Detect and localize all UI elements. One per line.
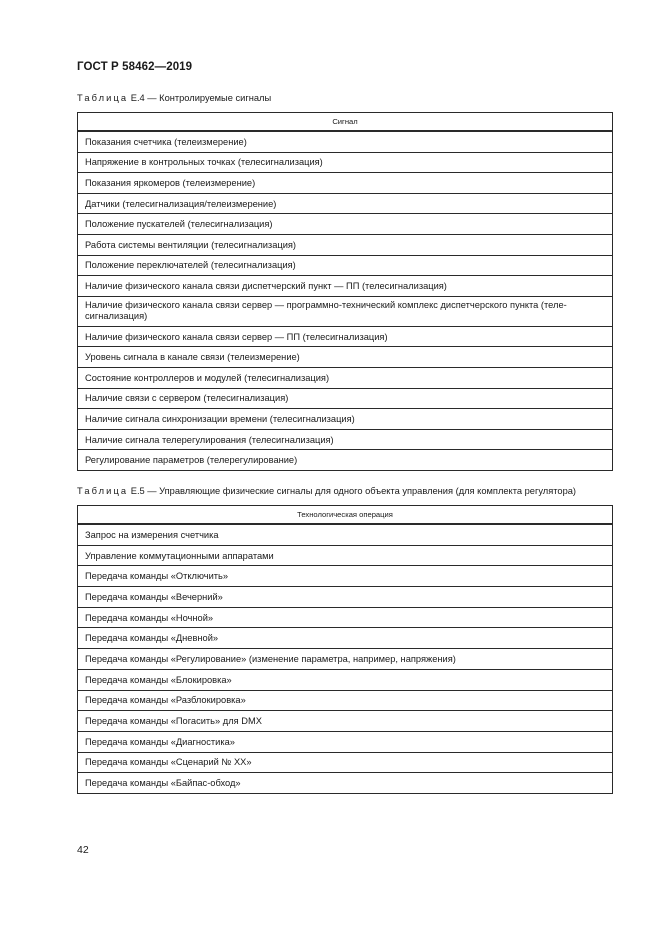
table-e4-row-cell: Напряжение в контрольных точках (телесигнализация) [78, 152, 613, 173]
table-e5-row [78, 731, 613, 752]
table-e5-column-header: Технологическая операция [78, 506, 613, 525]
table-e5-row-cell: Передача команды «Отключить» [78, 566, 613, 587]
table-e4-row-cell: Уровень сигнала в канале связи (телеизмерение) [78, 347, 613, 368]
table-e4-row [78, 347, 613, 368]
table-e5-row [78, 669, 613, 690]
table-e4-row-cell: Наличие физического канала связи диспетчерский пункт — ПП (телесигнализация) [78, 276, 613, 297]
table-e4-row [78, 276, 613, 297]
table-e4-row-cell: Показания счетчика (телеизмерение) [78, 131, 613, 152]
table-e5-row-cell: Запрос на измерения счетчика [78, 524, 613, 545]
table-e5-row [78, 773, 613, 794]
table-e4-row [78, 152, 613, 173]
table-e5-row [78, 545, 613, 566]
table-e4-caption-title: Е.4 — Контролируемые сигналы [128, 93, 272, 103]
table-e4-row-cell: Регулирование параметров (телерегулирование) [78, 450, 613, 471]
table-e5-row [78, 711, 613, 732]
table-e5-row [78, 607, 613, 628]
table-e4-row [78, 131, 613, 152]
table-e5-row [78, 752, 613, 773]
table-e5-row-cell: Передача команды «Разблокировка» [78, 690, 613, 711]
document-code: ГОСТ Р 58462—2019 [77, 61, 193, 73]
table-e5-row-cell: Передача команды «Погасить» для DMX [78, 711, 613, 732]
table-e5-row [78, 524, 613, 545]
table-e4-caption [77, 93, 271, 103]
table-e4-row-cell: Положение переключателей (телесигнализация) [78, 255, 613, 276]
table-e4-row [78, 450, 613, 471]
table-e4-row-cell: Состояние контроллеров и модулей (телесигнализация) [78, 367, 613, 388]
table-e5-row-cell: Передача команды «Регулирование» (изменение параметра, например, напряжения) [78, 649, 613, 670]
table-e4-row-cell: Наличие сигнала синхронизации времени (телесигнализация) [78, 409, 613, 430]
table-e5-caption [77, 486, 576, 496]
table-e5-row-cell: Передача команды «Блокировка» [78, 669, 613, 690]
table-e4-row [78, 214, 613, 235]
table-e5-row-cell: Управление коммутационными аппаратами [78, 545, 613, 566]
table-e4-row [78, 255, 613, 276]
table-e4-row [78, 234, 613, 255]
table-e4-column-header: Сигнал [78, 113, 613, 132]
table-e5-row-cell: Передача команды «Байпас-обход» [78, 773, 613, 794]
page-number: 42 [77, 844, 89, 856]
table-e4-row-cell: Работа системы вентиляции (телесигнализация) [78, 234, 613, 255]
table-e5-row [78, 587, 613, 608]
table-e5-row-cell: Передача команды «Ночной» [78, 607, 613, 628]
table-e4-row-cell: Наличие связи с сервером (телесигнализация) [78, 388, 613, 409]
table-e4-row-cell: Показания яркомеров (телеизмерение) [78, 173, 613, 194]
table-e5-row [78, 649, 613, 670]
table-e5-caption-label: Таблица [77, 486, 129, 496]
table-e4-row [78, 193, 613, 214]
table-e5-row [78, 690, 613, 711]
table-e4-row [78, 173, 613, 194]
table-e4-row [78, 388, 613, 409]
table-e4-row [78, 429, 613, 450]
table-e5-row-cell: Передача команды «Диагностика» [78, 731, 613, 752]
table-e4-row [78, 296, 613, 326]
table-e4-row [78, 409, 613, 430]
table-e4-caption-label: Таблица [77, 93, 129, 103]
table-e5-row-cell: Передача команды «Дневной» [78, 628, 613, 649]
table-e4-row-cell: Датчики (телесигнализация/телеизмерение) [78, 193, 613, 214]
table-e5-caption-title: Е.5 — Управляющие физические сигналы для одного объекта управления (для комплекта регулятора) [128, 486, 577, 496]
table-e4-row-cell: Положение пускателей (телесигнализация) [78, 214, 613, 235]
table-e4-monitored-signals [77, 112, 613, 471]
table-e5-control-signals [77, 505, 613, 794]
table-e4-row-cell: Наличие физического канала связи сервер — программно-технический комплекс диспетчерского пункта (теле-сигнализация) [78, 296, 613, 326]
table-e4-row [78, 326, 613, 347]
table-e5-row-cell: Передача команды «Сценарий № XX» [78, 752, 613, 773]
table-e4-row-cell: Наличие сигнала телерегулирования (телесигнализация) [78, 429, 613, 450]
table-e5-row-cell: Передача команды «Вечерний» [78, 587, 613, 608]
table-e4-row-cell: Наличие физического канала связи сервер — ПП (телесигнализация) [78, 326, 613, 347]
table-e5-row [78, 566, 613, 587]
table-e5-row [78, 628, 613, 649]
table-e4-row [78, 367, 613, 388]
